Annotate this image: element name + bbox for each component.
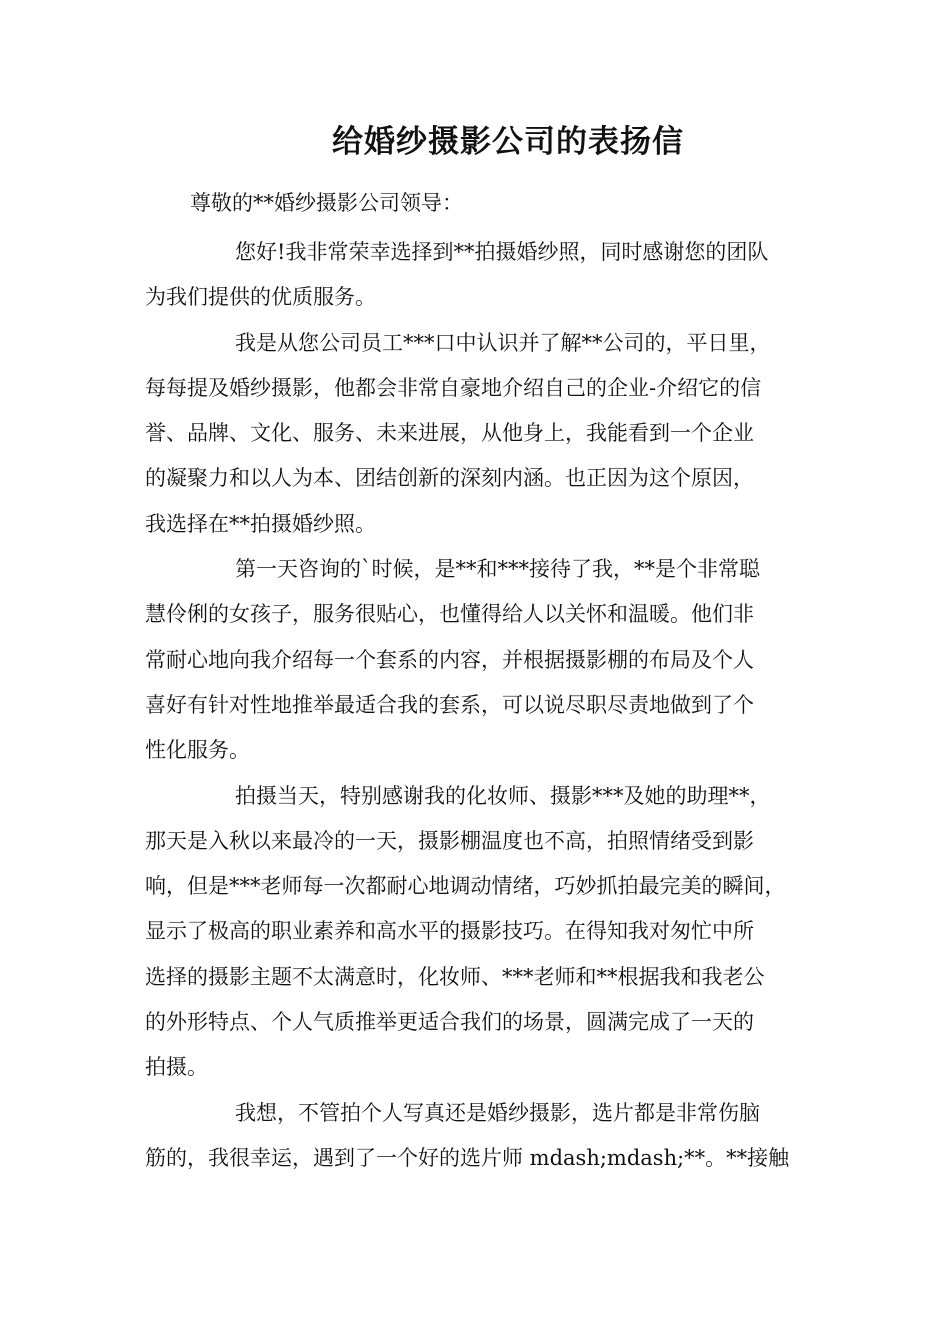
text-line: 的外形特点、个人气质推举更适合我们的场景，圆满完成了一天的 <box>145 1010 754 1035</box>
text-line: 选择的摄影主题不太满意时，化妆师、***老师和**根据我和我老公 <box>145 964 765 989</box>
text-line: 的凝聚力和以人为本、团结创新的深刻内涵。也正因为这个原因， <box>145 466 754 491</box>
text-line: 我选择在**拍摄婚纱照。 <box>145 511 376 536</box>
text-line: 性化服务。 <box>145 738 250 763</box>
text-line: 常耐心地向我介绍每一个套系的内容，并根据摄影棚的布局及个人 <box>145 647 754 672</box>
text-line: 拍摄。 <box>145 1055 208 1080</box>
text-line: 每每提及婚纱摄影，他都会非常自豪地介绍自己的企业-介绍它的信 <box>145 375 762 400</box>
paragraph <box>145 774 825 1091</box>
text-line: 显示了极高的职业素养和高水平的摄影技巧。在得知我对匆忙中所 <box>145 919 754 944</box>
text-line: 喜好有针对性地推举最适合我的套系，可以说尽职尽责地做到了个 <box>145 692 754 717</box>
text-line: 慧伶俐的女孩子，服务很贴心，也懂得给人以关怀和温暖。他们非 <box>145 602 754 627</box>
text-line: 为我们提供的优质服务。 <box>145 285 376 310</box>
text-line: 誉、品牌、文化、服务、未来进展，从他身上，我能看到一个企业 <box>145 421 754 446</box>
paragraph <box>145 547 825 773</box>
text-line: 您好!我非常荣幸选择到**拍摄婚纱照，同时感谢您的团队 <box>235 240 769 264</box>
document-title: 给婚纱摄影公司的表扬信 <box>332 124 684 160</box>
text-line: 我是从您公司员工***口中认识并了解**公司的，平日里， <box>235 330 771 355</box>
text-line: 那天是入秋以来最冷的一天，摄影棚温度也不高，拍照情绪受到影 <box>145 828 754 853</box>
paragraph <box>145 1091 825 1182</box>
text-line: 响，但是***老师每一次都耐心地调动情绪，巧妙抓拍最完美的瞬间， <box>145 874 786 899</box>
text-line: 拍摄当天，特别感谢我的化妆师、摄影***及她的助理**， <box>235 783 771 808</box>
paragraph <box>145 230 825 321</box>
salutation: 尊敬的**婚纱摄影公司领导： <box>190 191 463 215</box>
text-line: 筋的，我很幸运，遇到了一个好的选片师 mdash;mdash;**。**接触 <box>145 1145 790 1170</box>
text-line: 我想，不管拍个人写真还是婚纱摄影，选片都是非常伤脑 <box>235 1100 760 1125</box>
letter-body <box>145 230 825 1181</box>
paragraph <box>145 321 825 547</box>
text-line: 第一天咨询的`时候，是**和***接待了我，**是个非常聪 <box>235 557 760 582</box>
